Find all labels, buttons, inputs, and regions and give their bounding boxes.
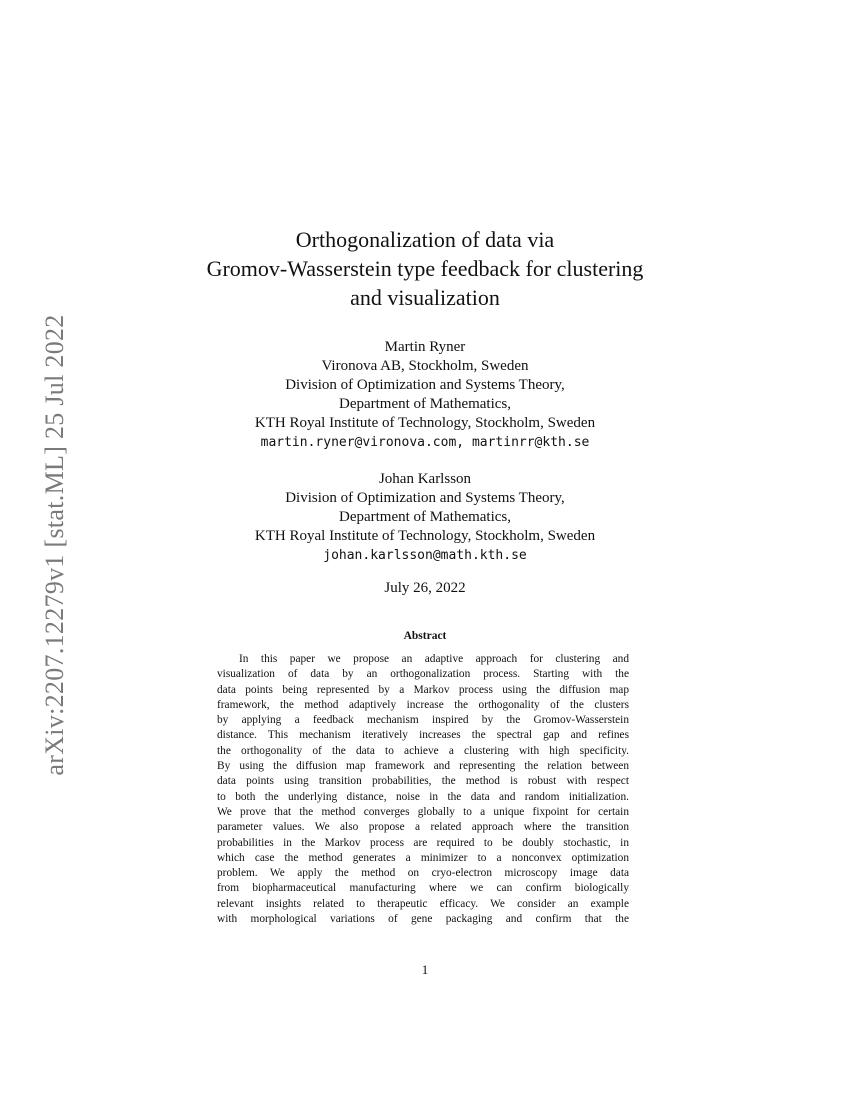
author-name: Johan Karlsson — [378, 471, 472, 487]
author-email: martin.ryner@vironova.com, martinrr@kth.se — [260, 435, 590, 450]
author-list — [150, 338, 700, 565]
abstract-line: to both the underlying distance, noise in the data and random initialization. — [217, 790, 629, 803]
title-line: Gromov-Wasserstein type feedback for clustering — [206, 256, 644, 281]
title-line: and visualization — [350, 285, 500, 310]
title-line: Orthogonalization of data via — [295, 227, 555, 252]
abstract-body — [217, 652, 629, 927]
author-affiliation: KTH Royal Institute of Technology, Stockholm, Sweden — [254, 528, 596, 544]
abstract-line: By using the diffusion map framework and representing the relation between — [217, 760, 629, 773]
abstract-line: parameter values. We also propose a related approach where the transition — [217, 821, 629, 834]
arxiv-identifier: arXiv:2207.12279v1 [stat.ML] 25 Jul 2022 — [40, 314, 69, 776]
page-number: 1 — [421, 962, 429, 977]
author-block — [150, 470, 700, 565]
author-affiliation: Division of Optimization and Systems Theory, — [285, 490, 565, 506]
author-block — [150, 338, 700, 452]
abstract-line: data points being represented by a Markov process using the diffusion map — [217, 683, 629, 696]
abstract-line: the orthogonality of the data to achieve a clustering with high specificity. — [217, 744, 629, 757]
abstract-heading: Abstract — [403, 630, 447, 642]
abstract-line: distance. This mechanism iteratively increases the spectral gap and refines — [217, 729, 629, 742]
abstract-line: relevant insights related to therapeutic efficacy. We consider an example — [217, 897, 629, 910]
abstract-line: We prove that the method converges globally to a unique fixpoint for certain — [217, 805, 629, 818]
abstract-line: data points using transition probabilities, the method is robust with respect — [217, 775, 629, 788]
abstract-line: visualization of data by an orthogonalization process. Starting with the — [217, 668, 629, 681]
author-name: Martin Ryner — [384, 339, 466, 355]
abstract-line: framework, the method adaptively increase the orthogonality of the clusters — [217, 698, 629, 711]
abstract-line: probabilities in the Markov process are required to be doubly stochastic, in — [217, 836, 629, 849]
author-affiliation: KTH Royal Institute of Technology, Stockholm, Sweden — [254, 415, 596, 431]
abstract-line: which case the method generates a minimizer to a nonconvex optimization — [217, 851, 629, 864]
abstract-line: In this paper we propose an adaptive approach for clustering and — [239, 653, 629, 665]
abstract-line: with morphological variations of gene packaging and confirm that the — [217, 913, 629, 926]
author-email: johan.karlsson@math.kth.se — [323, 548, 527, 563]
abstract-line: by applying a feedback mechanism inspired by the Gromov-Wasserstein — [217, 714, 629, 727]
publication-date: July 26, 2022 — [384, 580, 466, 596]
abstract-line: from biopharmaceutical manufacturing where we can confirm biologically — [217, 882, 629, 895]
paper-title — [150, 225, 700, 312]
author-affiliation: Department of Mathematics, — [338, 396, 512, 412]
author-affiliation: Division of Optimization and Systems Theory, — [285, 377, 565, 393]
author-affiliation: Vironova AB, Stockholm, Sweden — [321, 358, 529, 374]
abstract-line: problem. We apply the method on cryo-electron microscopy image data — [217, 867, 629, 880]
author-affiliation: Department of Mathematics, — [338, 509, 512, 525]
